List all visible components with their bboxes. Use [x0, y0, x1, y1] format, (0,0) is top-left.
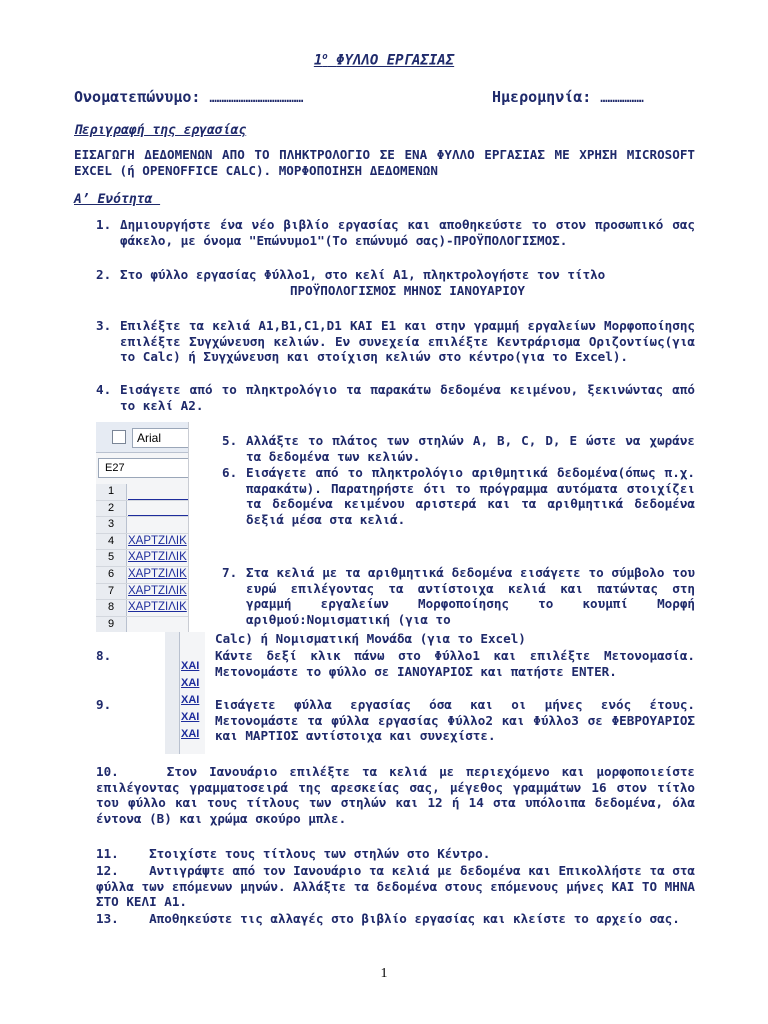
spreadsheet-grid [96, 484, 188, 632]
item-8-num: 8. [96, 648, 112, 663]
sheet-row [96, 617, 188, 632]
sheet-row [96, 600, 188, 617]
list-item: 1. Δημιουργήστε ένα νέο βιβλίο εργασίας και αποθηκεύστε το στον προσωπικό σας φάκελο, με όνομα "Επώνυμο1"(Το επώνυμό σας)-ΠΡΟΫΠΟΛΟΓΙΣΜΟΣ. [96, 217, 695, 248]
row-number: 5 [96, 550, 127, 566]
list-item: 5. Αλλάξτε το πλάτος των στηλών A, B, C, D, E ώστε να χωράνε τα δεδομένα των κελιών. [222, 433, 695, 464]
list-item: 12. Αντιγράψτε από τον Ιανουάριο τα κελιά με δεδομένα και Επικολλήστε τα στα φύλλα των επόμενων μηνών. Αλλάξτε τα δεδομένα στους επόμενους μήνες ΚΑΙ ΤΟ ΜΗΝΑ ΣΤΟ ΚΕΛΙ Α1. [96, 863, 696, 910]
centered-title: ΠΡΟΫΠΟΛΟΓΙΣΜΟΣ ΜΗΝΟΣ ΙΑΝΟΥΑΡΙΟΥ [289, 282, 526, 298]
name-field [74, 88, 303, 106]
sheet-row [96, 517, 188, 534]
cell-border [128, 484, 188, 500]
row-number: 2 [96, 501, 127, 517]
sheet-cell: ΧΑΡΤΖΙΛΙΚ [128, 551, 187, 564]
list-item: 2. Στο φύλλο εργασίας Φύλλο1, στο κελί Α1, πληκτρολογήστε τον τίτλο ΠΡΟΫΠΟΛΟΓΙΣΜΟΣ ΜΗΝΟΣ ΙΑΝΟΥΑΡΙΟΥ [96, 267, 695, 298]
sheet-cell: ΧΑΙ [181, 660, 200, 672]
row-number: 7 [96, 584, 127, 600]
list-item: 13. Αποθηκεύστε τις αλλαγές στο βιβλίο εργασίας και κλείστε το αρχείο σας. [96, 911, 680, 926]
row-number: 8 [96, 600, 127, 616]
font-box: Arial [132, 428, 189, 448]
sheet-cell: ΧΑΡΤΖΙΛΙΚ [128, 601, 187, 614]
sheet-row [96, 501, 188, 518]
list-item: 3. Επιλέξτε τα κελιά Α1,Β1,C1,D1 ΚΑΙ Ε1 και στην γραμμή εργαλείων Μορφοποίησης επιλέξτε Συγχώνευση κελιών. Εν συνεχεία επιλέξτε Κεντράρισμα Οριζοντίως(για το Calc) ή Συγχώνευση και στοίχιση κελιών στο κέντρο(για το Excel). [96, 318, 695, 365]
name-box: E27 [98, 458, 189, 478]
sheet-row [96, 584, 188, 601]
name-dots: ………………………………… [209, 91, 304, 105]
date-field [492, 88, 644, 106]
sheet-row [96, 567, 188, 584]
spreadsheet-toolbar [96, 422, 188, 453]
row-number: 6 [96, 567, 127, 583]
list-item: 4. Εισάγετε από το πληκτρολόγιο τα παρακάτω δεδομένα κειμένου, ξεκινώντας από το κελί Α2. [96, 382, 695, 413]
list-item: Εισάγετε φύλλα εργασίας όσα και οι μήνες ενός έτους. Μετονομάστε τα φύλλα εργασίας Φύλλο2 και Φύλλο3 σε ΦΕΒΡΟΥΑΡΙΟΣ και ΜΑΡΤΙΟΣ αντίστοιχα και συνεχίστε. [215, 697, 695, 744]
list-item: 10. Στον Ιανουάριο επιλέξτε τα κελιά με περιεχόμενο και μορφοποιείστε επιλέγοντας γραμματοσειρά της αρεσκείας σας, μέγεθος γραμμάτων 16 στον τίτλο του φύλλο και τους τίτλους των στηλών και 12 ή 14 στα υπόλοιπα δεδομένα, όλα έντονα (Β) και χρώμα σκούρο μπλε. [96, 764, 695, 826]
list-item: Κάντε δεξί κλικ πάνω στο Φύλλο1 και επιλέξτε Μετονομασία. Μετονομάστε το φύλλο σε ΙΑΝΟΥΑΡΙΟΣ και πατήστε ENTER. [215, 648, 695, 679]
sheet-cell: ΧΑΙ [181, 694, 200, 706]
date-label: Ημερομηνία: [492, 88, 592, 106]
page-number: 1 [380, 966, 388, 981]
description-text: ΕΙΣΑΓΩΓΗ ΔΕΔΟΜΕΝΩΝ ΑΠΟ ΤΟ ΠΛΗΚΤΡΟΛΟΓΙΟ ΣΕ ΕΝΑ ΦΥΛΛΟ ΕΡΓΑΣΙΑΣ ΜΕ ΧΡΗΣΗ MICROSOFT EXCEL (ή OPENOFFICE CALC). ΜΟΡΦΟΠΟΙΗΣΗ ΔΕΔΟΜΕΝΩΝ [74, 147, 695, 178]
row-number: 4 [96, 534, 127, 550]
page-title: $1^o$ ΦΥΛΛΟ ΕΡΓΑΣΙΑΣ [313, 52, 455, 69]
sheet-cell: ΧΑΡΤΖΙΛΙΚ [128, 584, 187, 597]
row-number: 3 [96, 517, 127, 533]
sheet-row [96, 534, 188, 551]
list-item: 7. Στα κελιά με τα αριθμητικά δεδομένα εισάγετε το σύμβολο του ευρώ επιλέγοντας τα αντίστοιχα κελιά και πατώντας στη γραμμή εργαλείων Μορφοποίησης το κουμπί Μορφή αριθμού:Νομισματική (για το [222, 565, 695, 627]
row-number: 1 [96, 484, 127, 500]
sheet-icon [112, 430, 126, 444]
cell-border [128, 501, 188, 517]
list-item: 6. Εισάγετε από το πληκτρολόγιο αριθμητικά δεδομένα(όπως π.χ. παρακάτω). Παρατηρήστε ότι το πρόγραμμα αυτόματα στοιχίζει τα δεδομένα κειμένου αριστερά και τα αριθμητικά δεδομένα δεξιά μέσα στα κελιά. [222, 465, 695, 527]
sheet-cell: ΧΑΡΤΖΙΛΙΚ [128, 567, 187, 580]
spreadsheet-screenshot-small [165, 632, 205, 754]
date-dots: ……………… [600, 91, 644, 105]
sheet-cell: ΧΑΙ [181, 728, 200, 740]
row-number: 9 [96, 617, 127, 632]
list-item: 11. Στοιχίστε τους τίτλους των στηλών στο Κέντρο. [96, 846, 491, 861]
sheet-row [96, 484, 188, 501]
section-heading: Α’ Ενότητα [74, 192, 161, 207]
sheet-cell: ΧΑΡΤΖΙΛΙΚ [128, 534, 187, 547]
item-9-num: 9. [96, 697, 112, 712]
description-heading: Περιγραφή της εργασίας [74, 123, 247, 138]
name-label: Ονοματεπώνυμο: [74, 88, 201, 106]
sheet-row [96, 550, 188, 567]
row-header [165, 632, 180, 754]
sheet-cell: ΧΑΙ [181, 677, 200, 689]
sheet-cell: ΧΑΙ [181, 711, 200, 723]
item-7-tail: Calc) ή Νομισματική Μονάδα (για το Excel) [215, 631, 526, 646]
spreadsheet-screenshot [96, 422, 189, 632]
